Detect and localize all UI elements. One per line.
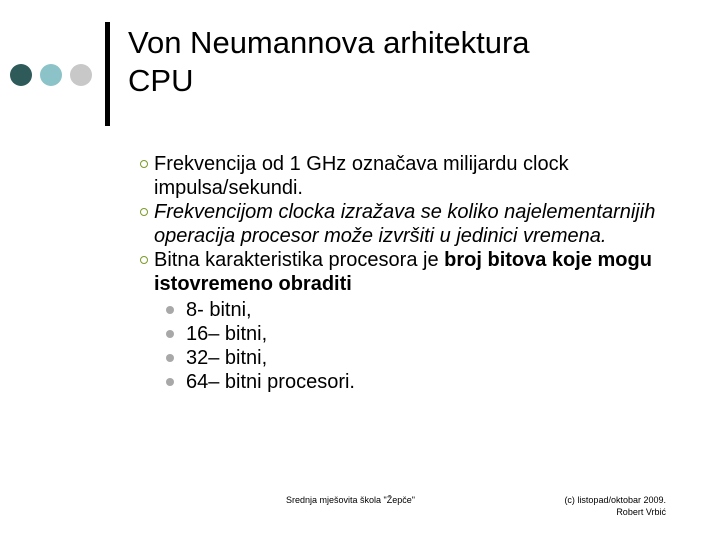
decorative-dots — [10, 64, 100, 86]
dot-bullet-icon — [166, 354, 174, 362]
ring-bullet-icon — [140, 160, 148, 168]
sub-bullet — [166, 346, 690, 370]
dot-bullet-icon — [166, 378, 174, 386]
bullet-bits — [140, 248, 690, 296]
dot-gray — [70, 64, 92, 86]
bullet-text: Frekvencijom clocka izražava se koliko najelementarnijih operacija procesor može izvršiti u jedinici vremena. — [154, 201, 656, 247]
title-divider — [105, 22, 110, 126]
bullet-text: Bitna karakteristika procesora je — [154, 249, 445, 271]
bullet-bold-text: broj bitova koje mogu istovremeno obraditi — [154, 249, 652, 295]
footer-copyright: (c) listopad/oktobar 2009. — [564, 495, 666, 505]
slide-content — [140, 152, 690, 394]
title-line-1: Von Neumannova arhitektura — [128, 25, 530, 60]
bullet-clock — [140, 200, 690, 248]
sub-bullet-text: 8- bitni, — [186, 299, 252, 321]
ring-bullet-icon — [140, 256, 148, 264]
dot-bullet-icon — [166, 330, 174, 338]
title-line-2: CPU — [128, 63, 194, 98]
dot-dark — [10, 64, 32, 86]
footer-author: Robert Vrbić — [616, 507, 666, 517]
bullet-text: Frekvencija od 1 GHz označava milijardu clock impulsa/sekundi. — [154, 153, 569, 199]
slide-title — [128, 24, 530, 100]
footer-credits — [564, 494, 666, 518]
sub-bullet-text: 32– bitni, — [186, 347, 268, 369]
sub-bullet — [166, 370, 690, 394]
bullet-frequency — [140, 152, 690, 200]
sub-bullet-text: 16– bitni, — [186, 323, 268, 345]
sub-bullet-text: 64– bitni procesori. — [186, 371, 355, 393]
dot-teal — [40, 64, 62, 86]
footer-school: Srednja mješovita škola "Žepče" — [286, 495, 415, 505]
sub-bullet-list — [140, 298, 690, 394]
dot-bullet-icon — [166, 306, 174, 314]
sub-bullet — [166, 298, 690, 322]
ring-bullet-icon — [140, 208, 148, 216]
sub-bullet — [166, 322, 690, 346]
